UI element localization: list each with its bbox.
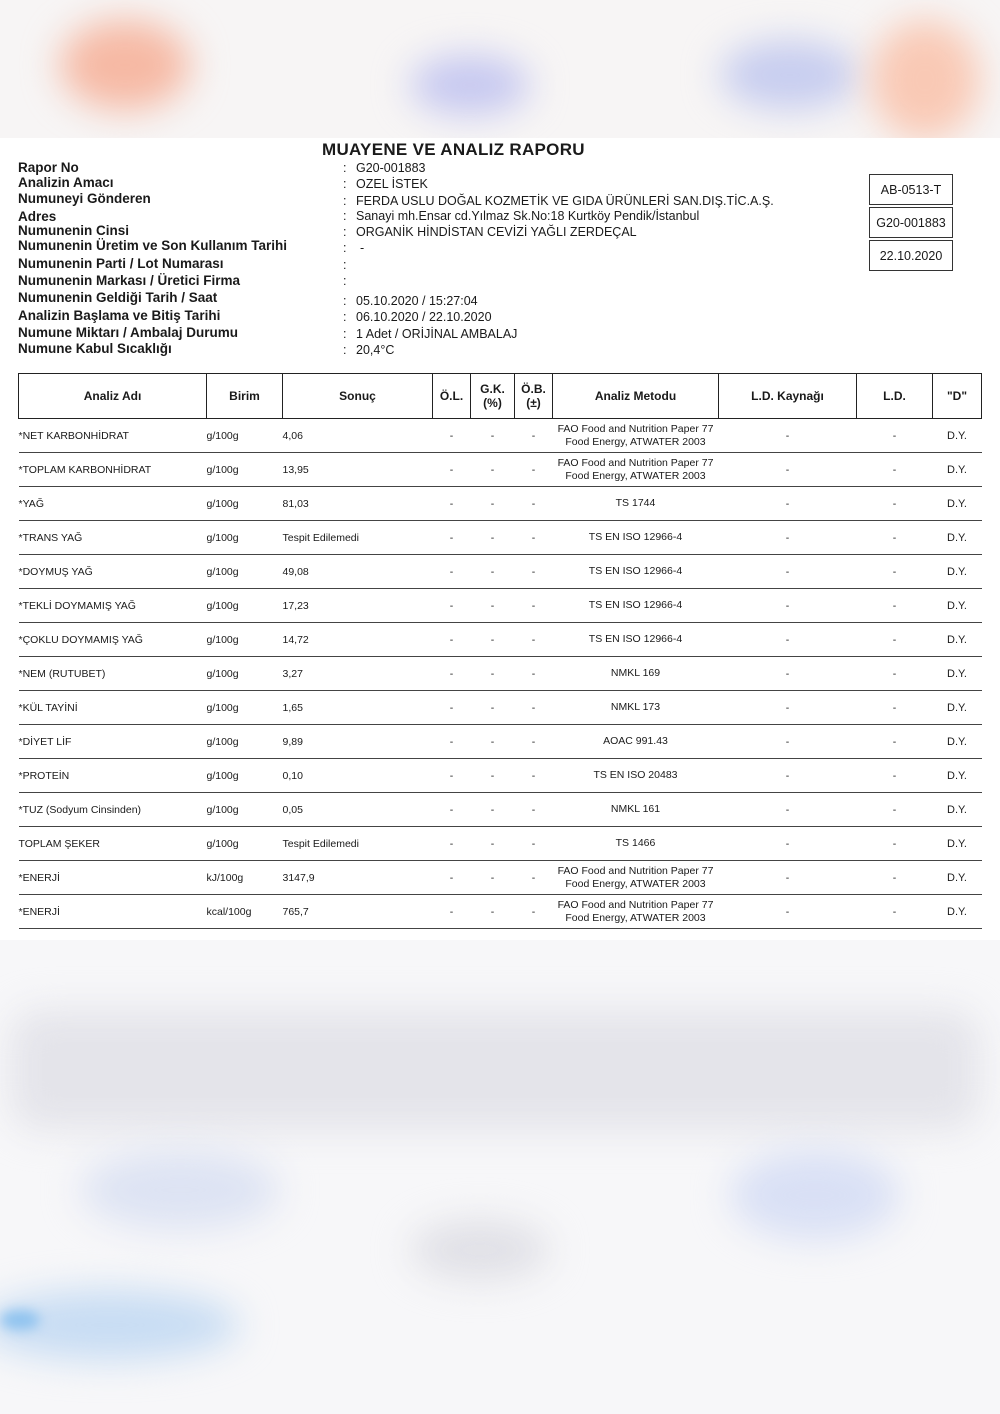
info-label: Analizin Başlama ve Bitiş Tarihi: [18, 308, 221, 323]
cell-result: 9,89: [283, 725, 433, 759]
cell-ol: -: [433, 521, 471, 555]
cell-method: [553, 691, 719, 725]
cell-method: [553, 419, 719, 453]
header-ol: Ö.L.: [433, 374, 471, 419]
cell-ob: -: [515, 725, 553, 759]
cell-ld-source: -: [719, 521, 857, 555]
report-title: MUAYENE VE ANALIZ RAPORU: [322, 140, 585, 159]
table-row: [19, 657, 982, 691]
cell-unit: kJ/100g: [207, 861, 283, 895]
blurred-letterhead: [0, 0, 1000, 138]
cell-gk: -: [471, 589, 515, 623]
cell-analysis-name: TOPLAM ŞEKER: [19, 827, 207, 861]
table-row: [19, 691, 982, 725]
cell-gk: -: [471, 419, 515, 453]
cell-gk: -: [471, 827, 515, 861]
cell-gk: -: [471, 623, 515, 657]
cell-unit: g/100g: [207, 589, 283, 623]
analysis-table-body: [19, 419, 982, 929]
cell-ol: -: [433, 793, 471, 827]
method-line-1: TS EN ISO 12966-4: [588, 565, 683, 577]
cell-d: D.Y.: [933, 895, 982, 929]
header-ld: L.D.: [857, 374, 933, 419]
report-date-badge: 22.10.2020: [869, 240, 953, 271]
table-row: [19, 623, 982, 657]
info-separator: :: [343, 343, 347, 357]
header-gk: [471, 374, 515, 419]
cell-method: [553, 861, 719, 895]
info-separator: :: [343, 209, 347, 223]
info-label: Numune Kabul Sıcaklığı: [18, 341, 172, 356]
cell-gk: -: [471, 521, 515, 555]
cell-analysis-name: *TUZ (Sodyum Cinsinden): [19, 793, 207, 827]
method-line-1: AOAC 991.43: [603, 735, 668, 747]
report-document: [0, 138, 1000, 940]
cell-gk: -: [471, 487, 515, 521]
cell-method: [553, 895, 719, 929]
cell-ol: -: [433, 657, 471, 691]
cell-result: 3147,9: [283, 861, 433, 895]
cell-d: D.Y.: [933, 521, 982, 555]
cell-ld: -: [857, 827, 933, 861]
info-value: Sanayi mh.Ensar cd.Yılmaz Sk.No:18 Kurtköy Pendik/İstanbul: [356, 209, 700, 223]
blurred-logo-left: [60, 20, 190, 110]
table-row: [19, 827, 982, 861]
cell-analysis-name: *PROTEİN: [19, 759, 207, 793]
cell-method: [553, 657, 719, 691]
table-header-row: [19, 374, 982, 419]
cell-gk: -: [471, 657, 515, 691]
header-ld-source: L.D. Kaynağı: [719, 374, 857, 419]
cell-gk: -: [471, 759, 515, 793]
method-line-1: TS EN ISO 12966-4: [588, 531, 683, 543]
analysis-table: [18, 373, 982, 929]
info-separator: :: [343, 294, 347, 308]
cell-ld: -: [857, 861, 933, 895]
table-row: [19, 487, 982, 521]
cell-method: [553, 487, 719, 521]
cell-ob: -: [515, 555, 553, 589]
table-row: [19, 453, 982, 487]
cell-ol: -: [433, 419, 471, 453]
method-line-1: TS 1744: [615, 497, 656, 509]
method-line-1: FAO Food and Nutrition Paper 77: [557, 864, 714, 877]
cell-ld-source: -: [719, 793, 857, 827]
table-row: [19, 861, 982, 895]
info-label: Adres: [18, 209, 57, 224]
cell-method: [553, 759, 719, 793]
cell-gk: -: [471, 895, 515, 929]
header-gk-line2: (%): [483, 396, 502, 410]
info-separator: :: [343, 225, 347, 239]
cell-result: 0,10: [283, 759, 433, 793]
table-row: [19, 521, 982, 555]
cell-ob: -: [515, 453, 553, 487]
info-value: OZEL İSTEK: [356, 177, 428, 191]
cell-unit: g/100g: [207, 419, 283, 453]
cell-analysis-name: *TEKLİ DOYMAMIŞ YAĞ: [19, 589, 207, 623]
cell-ob: -: [515, 861, 553, 895]
info-value: -: [360, 241, 365, 255]
cell-unit: g/100g: [207, 453, 283, 487]
cell-unit: g/100g: [207, 521, 283, 555]
info-separator: :: [343, 310, 347, 324]
info-separator: :: [343, 327, 347, 341]
blurred-signature-left: [80, 1150, 280, 1230]
cell-ld-source: -: [719, 555, 857, 589]
info-value: 20,4°C: [356, 343, 395, 357]
cell-result: 81,03: [283, 487, 433, 521]
cell-ol: -: [433, 759, 471, 793]
cell-analysis-name: *NET KARBONHİDRAT: [19, 419, 207, 453]
cell-ob: -: [515, 419, 553, 453]
cell-result: 14,72: [283, 623, 433, 657]
method-line-1: TS 1466: [615, 837, 656, 849]
cell-d: D.Y.: [933, 691, 982, 725]
cell-analysis-name: *NEM (RUTUBET): [19, 657, 207, 691]
cell-ld-source: -: [719, 827, 857, 861]
cell-ld: -: [857, 759, 933, 793]
cell-ob: -: [515, 827, 553, 861]
cell-ld-source: -: [719, 691, 857, 725]
cell-d: D.Y.: [933, 725, 982, 759]
cell-method: [553, 555, 719, 589]
method-line-1: NMKL 161: [610, 803, 661, 815]
info-label: Numunenin Parti / Lot Numarası: [18, 256, 224, 271]
method-line-1: NMKL 173: [610, 701, 661, 713]
header-result: Sonuç: [283, 374, 433, 419]
blurred-logo-right: [870, 20, 980, 138]
cell-d: D.Y.: [933, 419, 982, 453]
cell-analysis-name: *TOPLAM KARBONHİDRAT: [19, 453, 207, 487]
cell-ob: -: [515, 793, 553, 827]
info-value: 06.10.2020 / 22.10.2020: [356, 310, 492, 324]
cell-ol: -: [433, 861, 471, 895]
cell-ld: -: [857, 793, 933, 827]
cell-result: 49,08: [283, 555, 433, 589]
method-line-1: TS EN ISO 12966-4: [588, 633, 683, 645]
cell-result: 13,95: [283, 453, 433, 487]
table-row: [19, 555, 982, 589]
cell-analysis-name: *TRANS YAĞ: [19, 521, 207, 555]
info-value: 1 Adet / ORİJİNAL AMBALAJ: [356, 327, 518, 341]
cell-analysis-name: *ENERJİ: [19, 861, 207, 895]
cell-ld-source: -: [719, 895, 857, 929]
cell-analysis-name: *KÜL TAYİNİ: [19, 691, 207, 725]
cell-ld: -: [857, 419, 933, 453]
method-line-2: Food Energy, ATWATER 2003: [565, 911, 706, 924]
cell-ld: -: [857, 487, 933, 521]
cell-ld-source: -: [719, 589, 857, 623]
method-line-2: Food Energy, ATWATER 2003: [565, 435, 706, 448]
method-line-1: FAO Food and Nutrition Paper 77: [557, 456, 714, 469]
table-row: [19, 793, 982, 827]
cell-d: D.Y.: [933, 827, 982, 861]
cell-unit: g/100g: [207, 827, 283, 861]
cell-ld: -: [857, 725, 933, 759]
cell-analysis-name: *YAĞ: [19, 487, 207, 521]
cell-ld-source: -: [719, 453, 857, 487]
cell-ol: -: [433, 555, 471, 589]
cell-method: [553, 793, 719, 827]
info-value: ORGANİK HİNDİSTAN CEVİZİ YAĞLI ZERDEÇAL: [356, 225, 637, 239]
cell-ld: -: [857, 691, 933, 725]
info-label: Analizin Amacı: [18, 175, 114, 190]
header-gk-line1: G.K.: [480, 382, 505, 396]
cell-ld-source: -: [719, 861, 857, 895]
header-method: Analiz Metodu: [553, 374, 719, 419]
cell-ld: -: [857, 589, 933, 623]
cell-ol: -: [433, 895, 471, 929]
method-line-1: TS EN ISO 20483: [593, 769, 678, 781]
cell-unit: g/100g: [207, 657, 283, 691]
method-line-1: NMKL 169: [610, 667, 661, 679]
cell-gk: -: [471, 555, 515, 589]
cell-ob: -: [515, 521, 553, 555]
info-value: 05.10.2020 / 15:27:04: [356, 294, 478, 308]
cell-ld-source: -: [719, 725, 857, 759]
cell-ol: -: [433, 725, 471, 759]
cell-unit: g/100g: [207, 623, 283, 657]
cell-unit: g/100g: [207, 759, 283, 793]
cell-ld: -: [857, 555, 933, 589]
cell-method: [553, 827, 719, 861]
cell-method: [553, 521, 719, 555]
header-analysis-name: Analiz Adı: [19, 374, 207, 419]
cell-analysis-name: *DOYMUŞ YAĞ: [19, 555, 207, 589]
header-ob: [515, 374, 553, 419]
cell-gk: -: [471, 691, 515, 725]
cell-ld: -: [857, 623, 933, 657]
method-line-1: FAO Food and Nutrition Paper 77: [557, 422, 714, 435]
cell-ld-source: -: [719, 487, 857, 521]
cell-ld-source: -: [719, 759, 857, 793]
cell-unit: kcal/100g: [207, 895, 283, 929]
info-value: FERDA USLU DOĞAL KOZMETİK VE GIDA ÜRÜNLERİ SAN.DIŞ.TİC.A.Ş.: [356, 194, 774, 208]
cell-gk: -: [471, 453, 515, 487]
cell-method: [553, 589, 719, 623]
method-line-2: Food Energy, ATWATER 2003: [565, 877, 706, 890]
header-d: "D": [933, 374, 982, 419]
cell-result: 3,27: [283, 657, 433, 691]
cell-result: 17,23: [283, 589, 433, 623]
method-line-1: FAO Food and Nutrition Paper 77: [557, 898, 714, 911]
cell-d: D.Y.: [933, 487, 982, 521]
cell-analysis-name: *DİYET LİF: [19, 725, 207, 759]
table-row: [19, 725, 982, 759]
info-separator: :: [343, 161, 347, 175]
cell-method: [553, 725, 719, 759]
cell-method: [553, 453, 719, 487]
cell-gk: -: [471, 725, 515, 759]
cell-d: D.Y.: [933, 759, 982, 793]
cell-result: 4,06: [283, 419, 433, 453]
cell-unit: g/100g: [207, 793, 283, 827]
info-separator: :: [343, 274, 347, 288]
cell-d: D.Y.: [933, 589, 982, 623]
cell-ol: -: [433, 453, 471, 487]
blurred-logo-accreditation: [720, 40, 860, 110]
info-separator: :: [343, 241, 347, 255]
cell-ol: -: [433, 589, 471, 623]
table-row: [19, 759, 982, 793]
cell-analysis-name: *ÇOKLU DOYMAMIŞ YAĞ: [19, 623, 207, 657]
info-label: Numunenin Üretim ve Son Kullanım Tarihi: [18, 238, 288, 253]
cell-d: D.Y.: [933, 793, 982, 827]
report-number-badge: G20-001883: [869, 207, 953, 238]
cell-ld-source: -: [719, 419, 857, 453]
cell-result: Tespit Edilemedi: [283, 827, 433, 861]
cell-ob: -: [515, 589, 553, 623]
cell-ld: -: [857, 521, 933, 555]
cell-ol: -: [433, 691, 471, 725]
info-value: G20-001883: [356, 161, 426, 175]
info-label: Numunenin Geldiği Tarih / Saat: [18, 290, 218, 305]
cell-method: [553, 623, 719, 657]
cell-ld-source: -: [719, 657, 857, 691]
cell-ob: -: [515, 691, 553, 725]
cell-ob: -: [515, 623, 553, 657]
cell-unit: g/100g: [207, 691, 283, 725]
info-label: Rapor No: [18, 160, 79, 175]
table-row: [19, 895, 982, 929]
header-ob-line1: Ö.B.: [521, 382, 546, 396]
cell-ob: -: [515, 487, 553, 521]
accreditation-code-badge: AB-0513-T: [869, 174, 953, 205]
cell-d: D.Y.: [933, 623, 982, 657]
table-row: [19, 589, 982, 623]
cell-ol: -: [433, 487, 471, 521]
blurred-footer: [0, 940, 1000, 1414]
cell-ob: -: [515, 759, 553, 793]
blurred-signature-right: [730, 1150, 900, 1240]
table-row: [19, 419, 982, 453]
cell-d: D.Y.: [933, 861, 982, 895]
cell-gk: -: [471, 861, 515, 895]
blurred-stamp: [410, 1220, 550, 1280]
cell-unit: g/100g: [207, 725, 283, 759]
blurred-logo-center: [410, 55, 530, 115]
cell-analysis-name: *ENERJİ: [19, 895, 207, 929]
method-line-2: Food Energy, ATWATER 2003: [565, 469, 706, 482]
cell-d: D.Y.: [933, 555, 982, 589]
cell-unit: g/100g: [207, 487, 283, 521]
cell-d: D.Y.: [933, 453, 982, 487]
cell-ob: -: [515, 657, 553, 691]
info-label: Numuneyi Gönderen: [18, 191, 151, 206]
cell-ob: -: [515, 895, 553, 929]
info-separator: :: [343, 258, 347, 272]
cell-ol: -: [433, 623, 471, 657]
cell-ld-source: -: [719, 623, 857, 657]
info-label: Numunenin Markası / Üretici Firma: [18, 273, 241, 288]
cell-result: 1,65: [283, 691, 433, 725]
cell-ld: -: [857, 895, 933, 929]
cell-unit: g/100g: [207, 555, 283, 589]
cell-d: D.Y.: [933, 657, 982, 691]
header-unit: Birim: [207, 374, 283, 419]
cell-gk: -: [471, 793, 515, 827]
method-line-1: TS EN ISO 12966-4: [588, 599, 683, 611]
cell-ld: -: [857, 453, 933, 487]
blurred-footer-notes: [10, 1010, 980, 1130]
cell-result: 765,7: [283, 895, 433, 929]
info-separator: :: [343, 177, 347, 191]
info-separator: :: [343, 194, 347, 208]
cell-result: Tespit Edilemedi: [283, 521, 433, 555]
info-label: Numunenin Cinsi: [18, 223, 129, 238]
cell-ld: -: [857, 657, 933, 691]
cell-ol: -: [433, 827, 471, 861]
blurred-footer-mark: [0, 1310, 40, 1330]
cell-result: 0,05: [283, 793, 433, 827]
header-ob-line2: (±): [526, 396, 541, 410]
info-label: Numune Miktarı / Ambalaj Durumu: [18, 325, 239, 340]
